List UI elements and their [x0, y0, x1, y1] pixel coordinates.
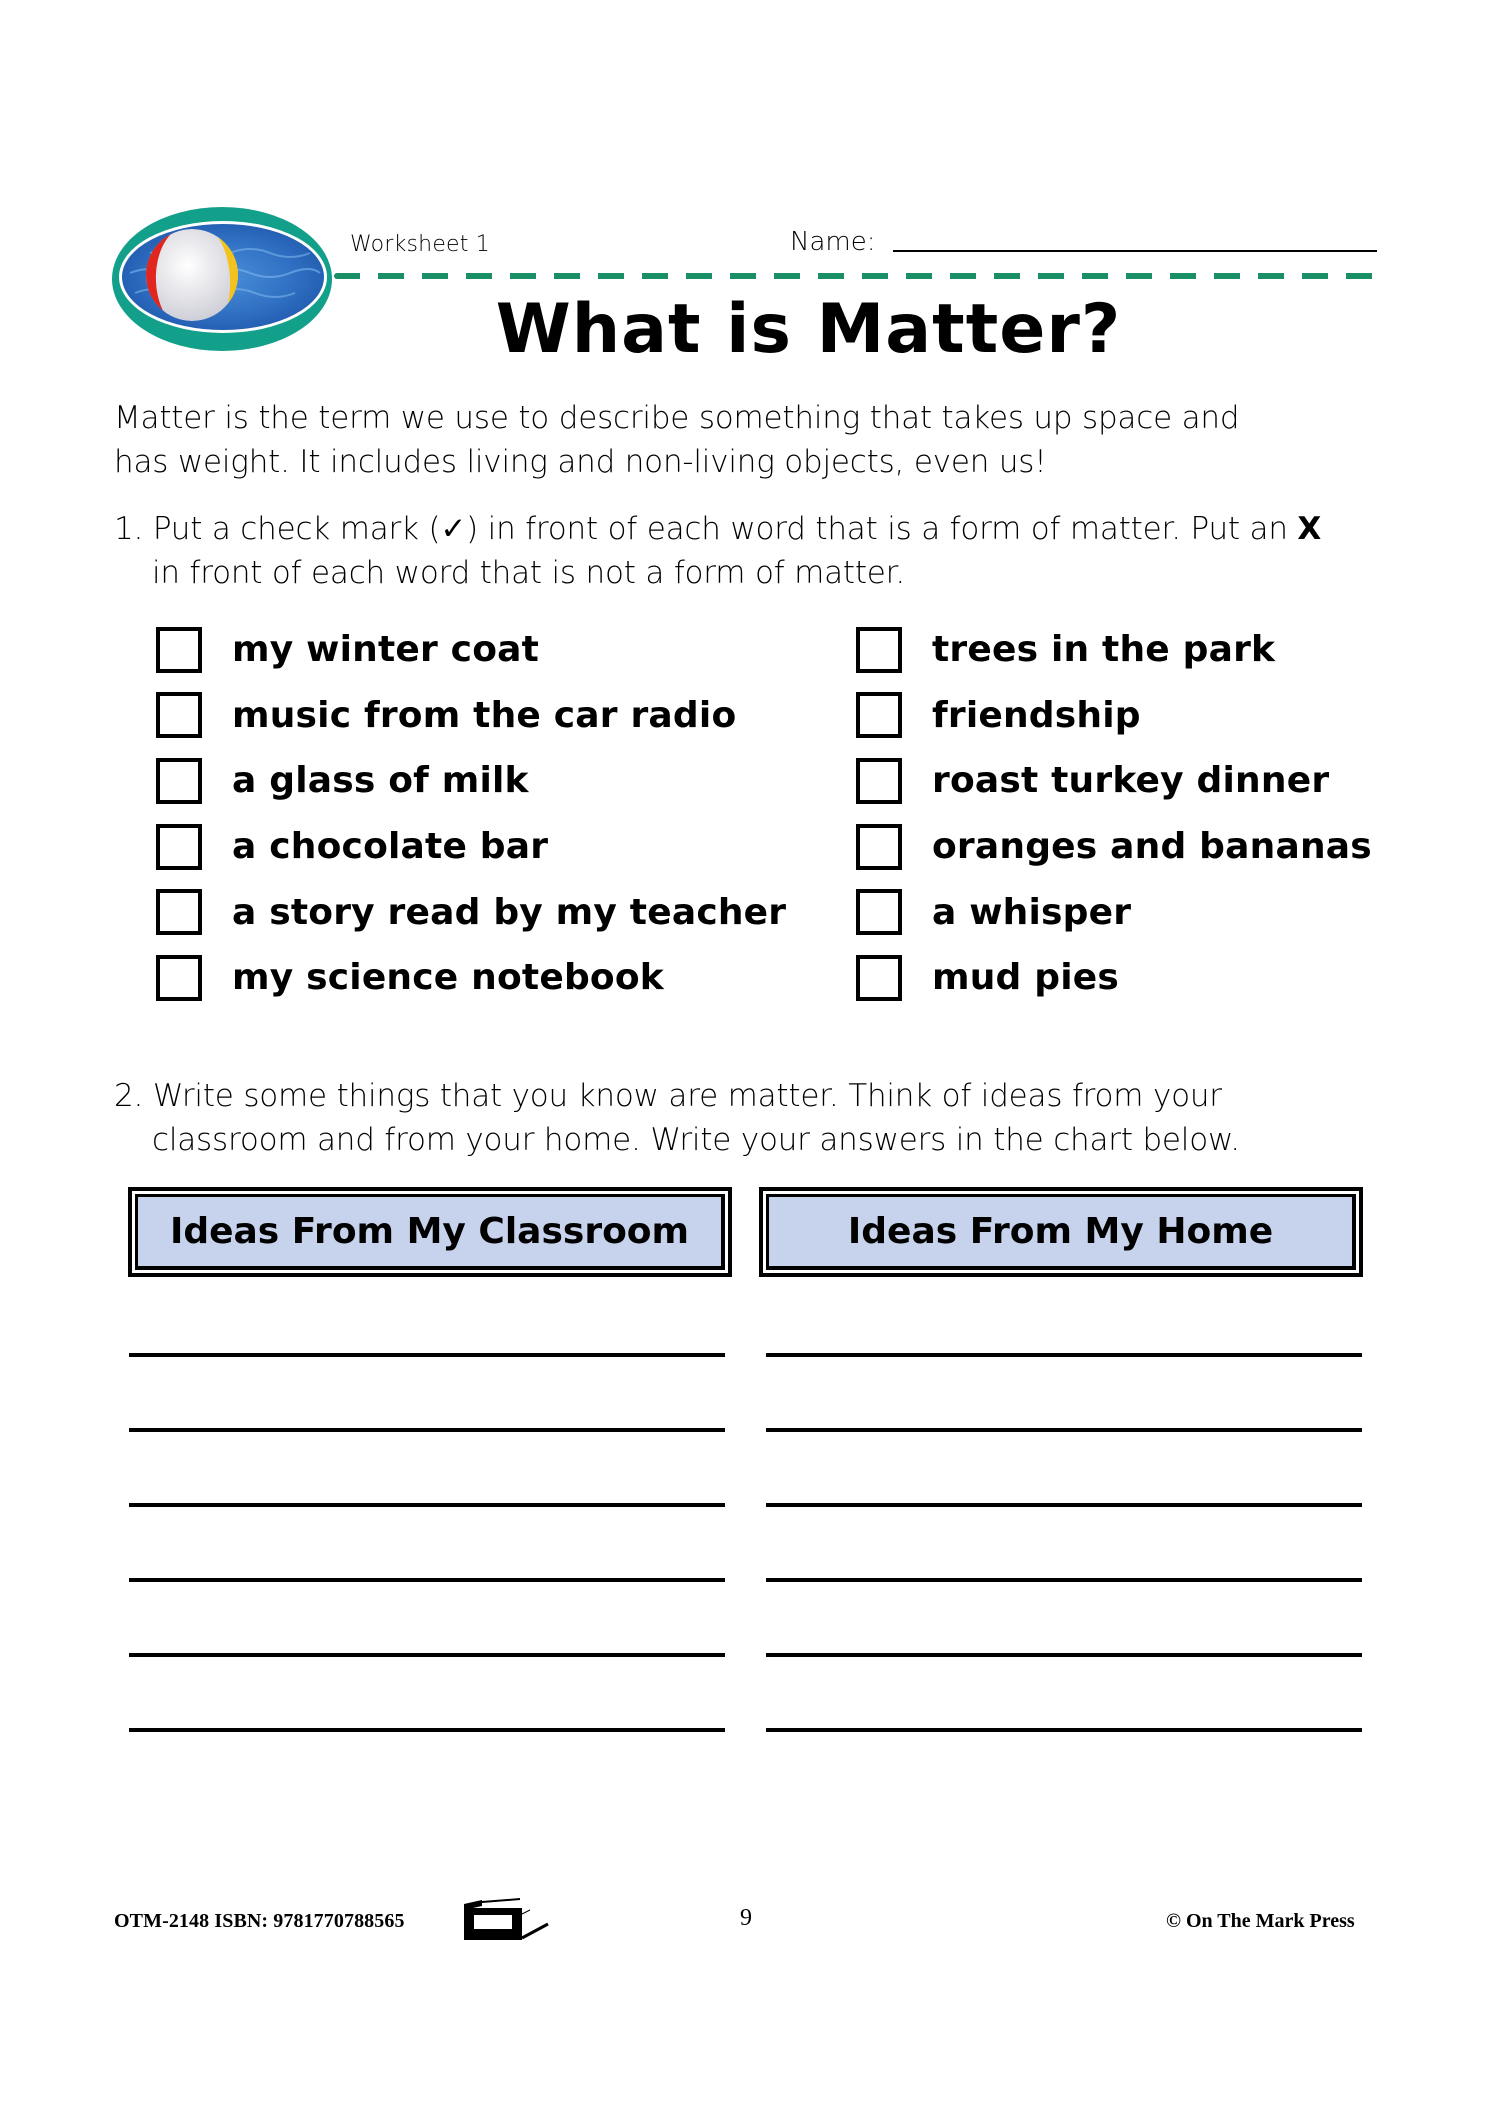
checklist-item — [856, 814, 1476, 880]
checklist-item-label: trees in the park — [932, 629, 1276, 671]
checkbox[interactable] — [856, 758, 902, 804]
classroom-answer-line[interactable] — [129, 1428, 725, 1432]
checklist-item — [856, 748, 1476, 814]
checklist-item — [156, 879, 787, 945]
classroom-answer-line[interactable] — [129, 1503, 725, 1507]
checklist-item-label: mud pies — [932, 957, 1119, 999]
checklist-item — [156, 814, 776, 880]
name-label: Name: — [790, 227, 876, 257]
q2-text-line-2: classroom and from your home. Write your answers in the chart below. — [152, 1122, 1240, 1158]
page-title: What is Matter? — [495, 290, 1122, 369]
checkbox[interactable] — [856, 692, 902, 738]
checklist-item-label: my winter coat — [232, 629, 540, 671]
checklist-item — [156, 617, 776, 683]
classroom-answer-line[interactable] — [129, 1578, 725, 1582]
checklist-left-column — [156, 617, 787, 1011]
checklist-item — [156, 683, 776, 749]
classroom-column-header — [128, 1187, 732, 1277]
checklist-item-label: friendship — [932, 694, 1141, 736]
photocopier-icon — [460, 1898, 556, 1942]
checklist-item — [156, 748, 776, 814]
checkbox[interactable] — [856, 824, 902, 870]
checklist-item-label: oranges and bananas — [932, 826, 1372, 868]
intro-line-1: Matter is the term we use to describe something that takes up space and — [114, 400, 1240, 436]
checkbox[interactable] — [156, 627, 202, 673]
home-answer-line[interactable] — [766, 1503, 1362, 1507]
home-column-header — [759, 1187, 1363, 1277]
checklist-item — [156, 945, 776, 1011]
checklist-item-label: a whisper — [932, 891, 1132, 933]
intro-paragraph — [114, 396, 1394, 484]
home-column-header-label: Ideas From My Home — [766, 1194, 1356, 1270]
q1-text-mid: ) in front of each word that is a form of matter. Put an — [466, 511, 1298, 547]
home-answer-line[interactable] — [766, 1353, 1362, 1357]
product-code-isbn: OTM-2148 ISBN: 9781770788565 — [114, 1910, 405, 1932]
home-answer-line[interactable] — [766, 1728, 1362, 1732]
question-1-instructions — [114, 507, 1394, 595]
name-input-line[interactable] — [893, 250, 1377, 252]
x-mark-icon: X — [1297, 511, 1322, 547]
intro-line-2: has weight. It includes living and non-living objects, even us! — [114, 444, 1047, 480]
checklist-item-label: roast turkey dinner — [932, 760, 1330, 802]
checkbox[interactable] — [856, 627, 902, 673]
dashed-divider — [334, 273, 1378, 279]
home-answer-line[interactable] — [766, 1578, 1362, 1582]
checklist-item — [856, 945, 1476, 1011]
q2-text-line-1: 2. Write some things that you know are matter. Think of ideas from your — [114, 1078, 1222, 1114]
classroom-answer-line[interactable] — [129, 1728, 725, 1732]
checklist-right-column — [856, 617, 1476, 1011]
classroom-answer-line[interactable] — [129, 1653, 725, 1657]
checkbox[interactable] — [156, 692, 202, 738]
home-answer-line[interactable] — [766, 1653, 1362, 1657]
checkbox[interactable] — [156, 889, 202, 935]
checkbox[interactable] — [156, 955, 202, 1001]
worksheet-label: Worksheet 1 — [350, 232, 491, 257]
classroom-answer-line[interactable] — [129, 1353, 725, 1357]
checklist-item-label: a glass of milk — [232, 760, 529, 802]
q1-text-line-2: in front of each word that is not a form of matter. — [152, 555, 906, 591]
checkbox[interactable] — [856, 889, 902, 935]
checklist-item-label: my science notebook — [232, 957, 664, 999]
checkbox[interactable] — [856, 955, 902, 1001]
checklist-item-label: music from the car radio — [232, 694, 737, 736]
checkbox[interactable] — [156, 824, 202, 870]
checklist-item — [856, 617, 1476, 683]
checklist-item — [856, 879, 1476, 945]
q1-text-prefix: 1. Put a check mark ( — [114, 511, 441, 547]
checkbox[interactable] — [156, 758, 202, 804]
page-number: 9 — [740, 1905, 752, 1931]
copyright: © On The Mark Press — [1166, 1910, 1355, 1932]
checklist-item-label: a chocolate bar — [232, 826, 549, 868]
checklist-item — [856, 683, 1476, 749]
classroom-column-header-label: Ideas From My Classroom — [135, 1194, 725, 1270]
home-answer-line[interactable] — [766, 1428, 1362, 1432]
checklist-item-label: a story read by my teacher — [232, 891, 787, 933]
checkmark-icon: ✓ — [440, 511, 467, 547]
question-2-instructions — [114, 1074, 1394, 1162]
